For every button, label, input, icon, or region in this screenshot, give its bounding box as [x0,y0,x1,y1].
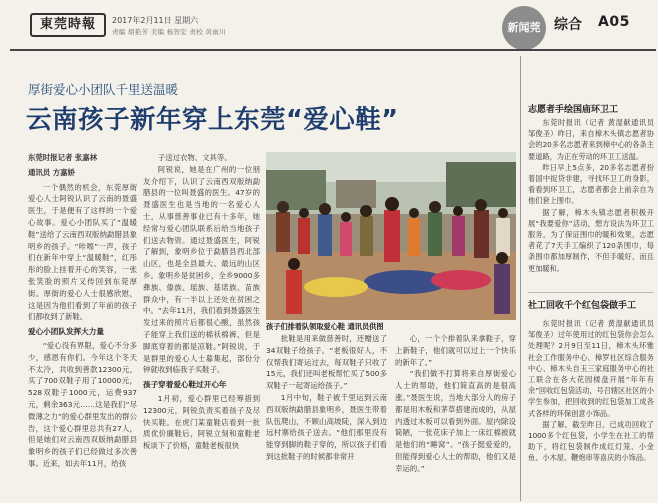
newspaper-logo: 東莞時報 [30,13,106,37]
paragraph: 东莞时报讯（记者 黄湿献通讯员 邹俊圣）昨日，来自樟木头镇志愿者协会的20多名志愿者来到樟中心的各条主要道路，为正在劳动的环卫工送温。 [528,118,654,161]
brief-story-1 [528,117,654,347]
paragraph: 1月中旬，鞋子被千里运到云南西双版纳勐腊县象明乡，聂医生带着队伍爬山，不顾山高坡陡，深入到边远村寨给孩子送去。“他们那里没有能穿到脚的鞋子穿的，所以孩子们看到这批鞋子的时候都非常开 [266,392,387,461]
paragraph: 一个偶然的机会，东莞厚街爱心人士阿锐认识了云南的聂盛医生，于是便有了这样的一个爱心故事。爱心小团队买了“温暖鞋”送给了云南西双版纳勐腊县象明乡的孩子。“咔嚓”一声，孩子们在新年中穿上“温暖鞋”，红彤彤的脸上挂着开心的笑容，一张张笑脸的照片又传回到东莞厚街。厚街的爱心人士很感欣慰，这是因为他们看到了年前的孩子们都收到了新鞋。 [28,182,137,322]
paragraph: 昨日早上5点多，20多名志愿者扮着国中捉贷非建，寻找环卫工的身影，看看到环卫工，志愿者都会上前亲自为他们套上围巾。 [528,162,654,206]
paragraph: “我们做不打算将来自厚街爱心人士的帮助，他们简直高的是很高涨。”聂医生说，当地大部分人的房子都是用木板和茅草搭建而成的，从屋内透过木板可以看到外面。屋内除设简陋，一张花床子加上一床红棉被就是他们的“睡窝”。“孩子挺爱爱的，但能得到爱心人士的帮助，他们又是幸运的。” [395,369,516,473]
article-headline: 云南孩子新年穿上东莞“爱心鞋” [26,105,399,135]
byline-reporter: 东莞时报记者 张嘉林 [28,153,98,162]
brief-headline-1: 志愿者手绘国庙环卫工 [528,105,619,115]
paragraph: 据了解，截至昨日，已成功回收了1000多个红包袋，小学生在社工的帮助下，将红包袋制作成红灯笼、小金鱼、小木屋、鞭炮串等喜庆的小饰品。 [528,419,654,463]
paragraph: 批鞋是用来做慈善时，还赠送了34双鞋子给孩子。“老板很好人，不仅帮我们寄运过去，每双鞋子只收了15元，我们还叫老板帮忙买了500多双鞋子一起寄运给孩子。” [266,334,387,391]
issue-date: 2017年2月11日 星期六 [112,16,199,25]
masthead [0,0,658,48]
editor-credits: 责编 胡艳芳 美编 杨智宏 责校 黄雨川 [112,28,226,36]
section-name: 综合 [554,17,582,33]
article-subtitle: 厚街爱心小团队千里送温暖 [28,82,179,97]
article-column-3b [395,333,516,475]
article-column-3a [266,333,387,475]
paragraph: 心，一个个排着队来拿鞋子，穿上新鞋子，他们就可以过上一个快乐的新年了。” [395,334,516,367]
brief-headline-2: 社工回收千个红包袋做手工 [528,301,637,311]
news-photo [266,152,516,320]
subheading: 孩子穿着爱心鞋过开心年 [143,380,227,390]
photo-caption: 孩子们排着队领取爱心鞋 通讯员供图 [266,322,384,331]
paragraph: 子送过衣物、文具等。 [157,153,232,162]
children-receiving-shoes-photo [266,152,516,320]
article-column-2 [143,152,260,502]
subheading: 爱心小团队发挥大力量 [28,327,104,337]
byline-correspondent: 通讯员 方嘉娇 [28,167,75,177]
paragraph: 据了解，樟木头镇志愿者积极开展“我要爱你”活动，想方设法为环卫工服务，为了保证围巾的暖和效果，志愿者花了7天手工编织了120条围巾，每条围巾都加厚制作，不但手暖好，而且更加暖和。 [528,207,654,273]
article-column-3 [266,333,516,502]
brief-story-2 [528,318,654,502]
column-divider [520,56,521,501]
page-number: A05 [598,14,630,30]
paragraph: 1月初，爱心群里已经筹措到12300元，阿锐负责买着孩子及尽快买鞋。在虎门某童鞋店看到一批质优价廉鞋后，阿锐立刻和童鞋老板谈下了价格，童鞋老板很快 [143,393,260,451]
paragraph: 阿锐说，她是在广州的一位朋友介绍下，认识了云南西双版纳勐腊县的一位叫聂盛的医生。47岁的聂盛医生也是当地的一名爱心人士，从事慈善事业已有十多年，她经常与爱心团队联系后给当地孩子们送去物资。通过聂盛医生，阿锐了解到，象明乡位于勐腊县西北部山区，也是全县最大、最远的山区乡。象明乡是贫困乡，全乡9000多彝族、傣族、瑶族、基诺族、苗族群众中，有一半以上还处在贫困之中。“去年11月，我们看到聂盛医生发过来的照片后都很心酸，虽然孩子能穿上我们送的棉袄棉裤，但是脚底穿着的都是凉鞋。”阿锐说，于是群里的爱心人士募集起，部份分钟就收到临我子买鞋子。 [143,164,260,375]
paragraph: “爱心没有界限，爱心不分多少，感恩有你们。今年这个冬天不太冷，共收到善款12300元，买了700双鞋子用了10000元，528双鞋子1000元，运费937元，剩余363元……这是我们“尽微薄之力”的爱心群里发出的群公告，这个爱心群里总共有27人，但是她们对云南西双版纳勐腊县象明乡的孩子们已经做过多次善事。近来，如去年11月，给孩 [28,340,137,468]
article-column-1 [28,152,137,502]
section-circle-badge: 新闻莞 [502,6,546,50]
brief-divider [528,292,654,293]
masthead-divider [10,49,656,51]
paragraph: 东莞时报讯（记者 黄湿献通讯员 邹俊圣）过年使用过的红包袋你会怎么处理呢？2月9日至11日，樟木头环雅社会工作服务中心、樟罗社区综合服务中心、樟木头自玉三家庭服务中心的社工联合在各大花园楼盘开展“年年有余”回收红包袋活动，号召辖区社区的小学生参加，把回收到的红包袋加工成各式各样的环保创意小饰品。 [528,319,654,418]
